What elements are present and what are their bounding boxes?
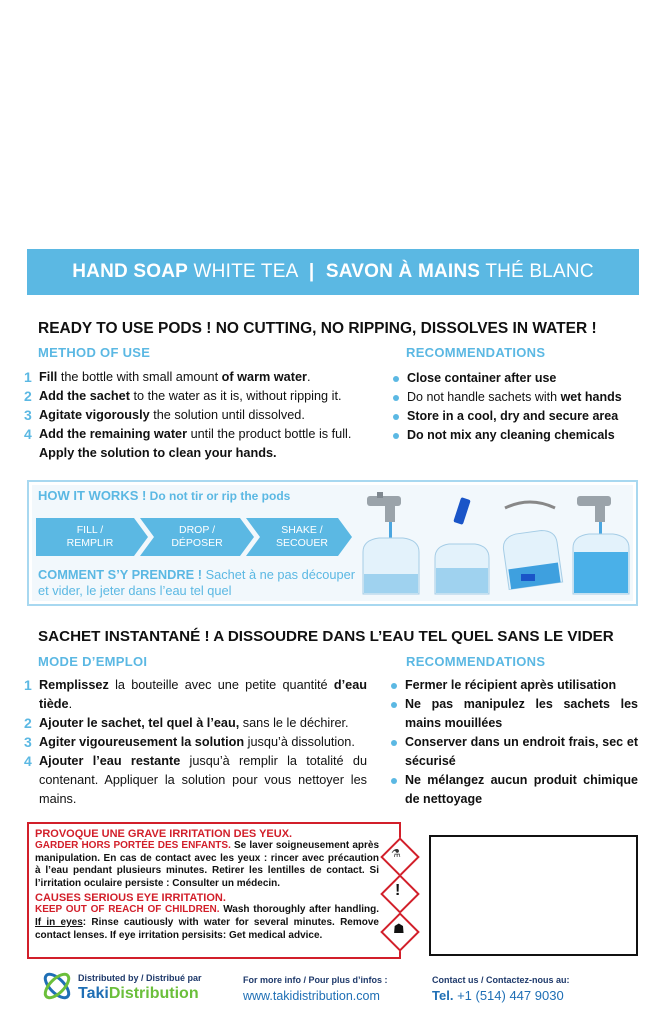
exclamation-glyph-icon: ! <box>395 882 401 899</box>
step-number: 3 <box>24 734 32 750</box>
warning-fr-text: Se laver soigneusement après manipulation. En cas de contact avec les yeux : rincer avec précaution à l’eau pendant plusieurs minutes. Retirer les lentilles de contact. Si l’irritation oculaire persiste : Consulter un médecin. <box>35 840 380 889</box>
french-headline: SACHET INSTANTANÉ ! A DISSOUDRE DANS L’EAU TEL QUEL SANS LE VIDER <box>38 628 614 645</box>
step-number: 1 <box>24 677 32 693</box>
step-2 <box>24 714 367 733</box>
english-headline: READY TO USE PODS ! NO CUTTING, NO RIPPING, DISSOLVES IN WATER ! <box>38 320 597 337</box>
step-text: . <box>68 697 73 711</box>
step-2 <box>24 387 369 406</box>
rec-item <box>393 369 643 388</box>
corrosion-glyph-icon: ⚗ <box>391 848 401 860</box>
english-steps <box>24 368 369 463</box>
chevron-label-fill <box>40 518 140 556</box>
how-it-works-title <box>38 488 290 503</box>
english-recommendations <box>393 369 643 445</box>
blank-label-box <box>429 835 638 956</box>
rec-bold: Store in a cool, dry and secure area <box>407 409 619 423</box>
recommendations-title-fr: RECOMMENDATIONS <box>406 654 546 669</box>
step-number: 3 <box>24 407 32 423</box>
warning-en-keep: KEEP OUT OF REACH OF CHILDREN. <box>35 904 220 916</box>
warning-en-ifeyes: If in eyes <box>35 916 83 928</box>
how-fr-text <box>38 567 356 599</box>
more-info-label: For more info / Pour plus d’infos : <box>243 975 388 985</box>
pod-icon <box>453 497 471 525</box>
step-bold: Fill <box>39 370 58 384</box>
step-text: until the product bottle is full. <box>187 427 352 441</box>
step-3 <box>24 733 367 752</box>
step-bold: d’eau tiède <box>39 678 367 711</box>
bottle-illustration <box>355 488 635 600</box>
warning-fr-keep: GARDER HORS PORTÉE DES ENFANTS. <box>35 840 231 851</box>
step-bold: Remplissez <box>39 678 109 692</box>
chevron-l2: DÉPOSER <box>171 537 223 549</box>
chevron-l2: REMPLIR <box>66 537 114 549</box>
mode-emploi-title: MODE D’EMPLOI <box>38 654 148 669</box>
step-text: the bottle with small amount <box>57 370 222 384</box>
french-steps <box>24 676 368 809</box>
product-title-band <box>27 249 639 295</box>
phone-number[interactable]: +1 (514) 447 9030 <box>457 988 564 1003</box>
bottle-4-water <box>574 552 628 593</box>
brand-part2: Distribution <box>108 985 199 1002</box>
step-text: la bouteille avec une petite quantité <box>108 678 334 692</box>
step-text: jusqu’à dissolution. <box>244 735 355 749</box>
rec-item: Ne pas manipulez les sachets les mains mouillées <box>391 695 638 733</box>
rec-item: Ne mélangez aucun produit chimique de nettoyage <box>391 771 638 809</box>
distributed-by-label: Distributed by / Distribué par <box>78 973 202 983</box>
title-en-light: WHITE TEA <box>193 261 298 282</box>
step-text: the solution until dissolved. <box>149 408 305 422</box>
step-text: jusqu’à remplir la totalité du contenant. Appliquer la solution pour vous nettoyer les mains. <box>39 754 368 806</box>
chevron-l1: FILL / <box>76 524 104 536</box>
chevron-l1: DROP / <box>179 524 215 536</box>
warning-en-text1: Wash thoroughly after handling. <box>219 904 379 916</box>
step-bold: Agitate vigorously <box>39 408 150 422</box>
step-bold: Add the remaining water <box>39 427 188 441</box>
brand-part1: Taki <box>78 985 109 1002</box>
step-bold: Apply the solution to clean your hands. <box>39 446 277 460</box>
step-bold: Add the sachet <box>39 389 130 403</box>
french-recommendations <box>391 676 638 809</box>
step-bold: Agiter vigoureusement la solution <box>39 735 245 749</box>
step-bold: of warm water <box>221 370 307 384</box>
how-title-rest: Do not tir or rip the pods <box>146 489 291 503</box>
step-bold: Ajouter l’eau restante <box>39 754 181 768</box>
chevron-label-drop <box>147 518 247 556</box>
chevron-label-shake <box>252 518 352 556</box>
step-4 <box>24 425 369 463</box>
step-number: 2 <box>24 388 32 404</box>
how-title-bold: HOW IT WORKS ! <box>38 488 147 503</box>
warning-text <box>35 828 379 942</box>
warning-fr-body <box>35 840 379 890</box>
rec-bold: wet hands <box>560 390 622 404</box>
shake-arrow-icon <box>505 502 555 508</box>
health-hazard-glyph-icon: ☗ <box>393 921 405 936</box>
step-1 <box>24 676 367 714</box>
title-fr-bold: SAVON À MAINS <box>325 261 481 282</box>
how-fr-rest: Sachet à ne pas découper et vider, le jeter dans l’eau tel quel <box>38 567 355 598</box>
warning-en-head: CAUSES SERIOUS EYE IRRITATION. <box>35 892 226 905</box>
step-number: 4 <box>24 753 32 769</box>
how-fr-bold: COMMENT S’Y PRENDRE ! <box>38 567 203 582</box>
rec-text: Do not handle sachets with <box>407 390 561 404</box>
rec-bold: Close container after use <box>407 371 557 385</box>
step-text: . <box>306 370 311 384</box>
rec-item: Fermer le récipient après utilisation <box>391 676 638 695</box>
step-3 <box>24 406 369 425</box>
contact-label: Contact us / Contactez-nous au: <box>432 975 570 985</box>
step-number: 4 <box>24 426 32 442</box>
pod-dissolving-icon <box>521 574 535 581</box>
step-bold: Ajouter le sachet, tel quel à l’eau, <box>39 716 240 730</box>
rec-item <box>393 426 643 445</box>
step-text: sans le le déchirer. <box>239 716 349 730</box>
tel-label: Tel. <box>432 988 454 1003</box>
brand-name <box>78 985 199 1003</box>
rec-item: Conserver dans un endroit frais, sec et sécurisé <box>391 733 638 771</box>
faucet-icon <box>577 496 611 522</box>
warning-en-body <box>35 904 379 942</box>
recommendations-title-en: RECOMMENDATIONS <box>406 345 546 360</box>
step-number: 2 <box>24 715 32 731</box>
step-number: 1 <box>24 369 32 385</box>
rec-item <box>393 388 643 407</box>
phone-line <box>432 988 564 1003</box>
faucet-icon <box>367 492 401 522</box>
title-separator: | <box>308 261 315 282</box>
rec-item <box>393 407 643 426</box>
title-en-bold: HAND SOAP <box>72 261 189 282</box>
step-1 <box>24 368 369 387</box>
bottle-1-water <box>364 574 418 593</box>
warning-fr-head: PROVOQUE UNE GRAVE IRRITATION DES YEUX. <box>35 828 293 840</box>
taki-logo-icon <box>40 969 74 1003</box>
step-text: to the water as it is, without ripping it. <box>129 389 342 403</box>
warning-en-text2: : Rinse cautiously with water for several minutes. Remove contact lenses. If eye irritation persisits: Get medical advice. <box>35 916 379 941</box>
title-fr-light: THÉ BLANC <box>485 261 594 282</box>
rec-bold: Do not mix any cleaning chemicals <box>407 428 615 442</box>
chevron-l1: SHAKE / <box>281 524 323 536</box>
bottle-2-water <box>436 568 488 593</box>
chevron-l2: SECOUER <box>276 537 328 549</box>
website-link[interactable]: www.takidistribution.com <box>243 989 380 1003</box>
step-4 <box>24 752 368 809</box>
method-of-use-title: METHOD OF USE <box>38 345 151 360</box>
